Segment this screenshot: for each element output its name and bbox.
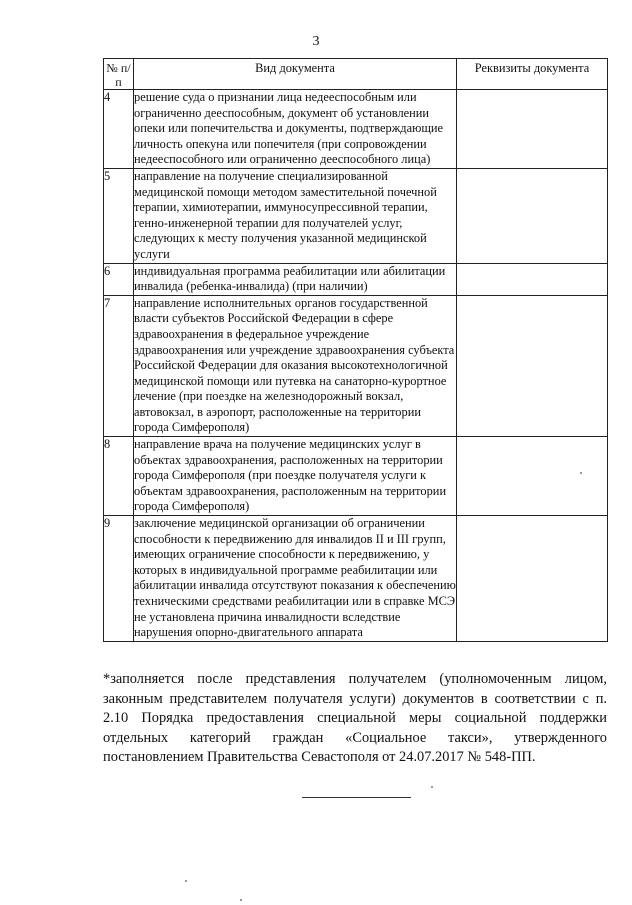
- row-number: 4: [104, 90, 134, 169]
- document-details-cell: [457, 295, 608, 436]
- table-row: [104, 263, 608, 295]
- document-details-cell: [457, 516, 608, 642]
- footnote: *заполняется после представления получателем (уполномоченным лицом, законным представителем получателя услуги) документов в соответствии с п. 2.10 Порядка предоставления специальной меры социальной поддержки отдельных категорий граждан «Социальное такси», утвержденного постановлением Правительства Севастополя от 24.07.2017 № 548-ПП.: [103, 671, 607, 766]
- document-description: индивидуальная программа реабилитации или абилитации инвалида (ребенка-инвалида) (при наличии): [134, 263, 457, 295]
- table-header-row: [104, 59, 608, 90]
- document-details-cell: [457, 90, 608, 169]
- table-row: [104, 295, 608, 436]
- row-number: 9: [104, 516, 134, 642]
- scan-speck: [240, 899, 242, 901]
- page-number: 3: [312, 34, 320, 49]
- document-details-cell: [457, 437, 608, 516]
- header-number: № п/п: [104, 59, 134, 90]
- row-number: 8: [104, 437, 134, 516]
- document-details-cell: [457, 168, 608, 263]
- scan-speck: [185, 880, 187, 882]
- header-document-details: Реквизиты документа: [457, 59, 608, 90]
- document-description: заключение медицинской организации об ограничении способности к передвижению для инвалидов II и III групп, имеющих ограничение способности к передвижению, у которых в индивидуальной программе реабилитации или абилитации инвалида отсутствуют показания к обеспечению техническими средствами реабилитации или в справке МСЭ не установлена причина инвалидности вследствие нарушения опорно-двигательного аппарата: [134, 516, 457, 642]
- header-document-type: Вид документа: [134, 59, 457, 90]
- signature-line: [302, 797, 411, 798]
- table-row: [104, 516, 608, 642]
- row-number: 5: [104, 168, 134, 263]
- table-row: [104, 90, 608, 169]
- row-number: 7: [104, 295, 134, 436]
- document-description: направление исполнительных органов государственной власти субъектов Российской Федерации в сфере здравоохранения в федеральное учреждение здравоохранения или учреждение здравоохранения субъекта Российской Федерации для оказания высокотехнологичной медицинской помощи или путевка на санаторно-курортное лечение (при поездке на железнодорожный вокзал, автовокзал, в аэропорт, расположенные на территории города Симферополя): [134, 295, 457, 436]
- document-description: направление на получение специализированной медицинской помощи методом заместительной почечной терапии, химиотерапии, иммуносупрессивной терапии, генно-инженерной терапии для получателей услуг, следующих к месту получения указанной медицинской услуги: [134, 168, 457, 263]
- table-row: [104, 437, 608, 516]
- document-details-cell: [457, 263, 608, 295]
- documents-table: [103, 58, 608, 642]
- document-description: направление врача на получение медицинских услуг в объектах здравоохранения, расположенных на территории города Симферополя (при поездке получателя услуги к объектам здравоохранения, расположенным на территории города Симферополя): [134, 437, 457, 516]
- row-number: 6: [104, 263, 134, 295]
- scan-speck: [580, 472, 582, 474]
- table-row: [104, 168, 608, 263]
- document-description: решение суда о признании лица недееспособным или ограниченно дееспособным, документ об установлении опеки или попечительства и документы, подтверждающие личность опекуна или попечителя (при сопровождении недееспособного или ограниченно дееспособного лица): [134, 90, 457, 169]
- scan-speck: [431, 786, 433, 788]
